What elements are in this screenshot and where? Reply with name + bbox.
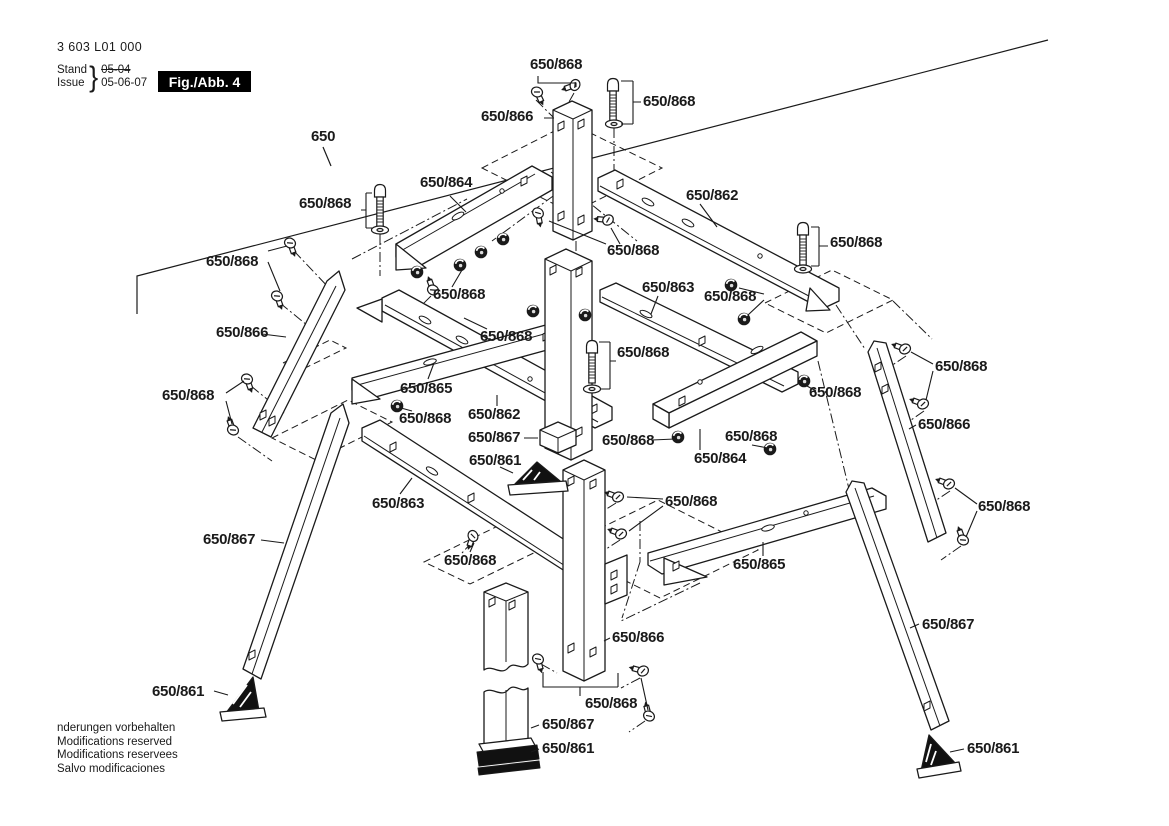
foot-right-650-861 [917,735,961,778]
part-label: 650/867 [542,716,595,733]
foot-front-650-861 [477,738,540,775]
part-label: 650/867 [468,429,521,446]
part-label: 650/868 [602,432,655,449]
part-label: 650/868 [585,695,638,712]
part-label: 650/866 [216,324,269,341]
footer-line: nderungen vorbehalten [57,722,176,734]
part-label: 650/861 [469,452,522,469]
part-label: 650/868 [809,384,862,401]
part-label: 650/867 [203,531,256,548]
issue-label: Issue [57,77,85,89]
part-label: 650/868 [665,493,718,510]
footer-line: Modifications reservees [57,749,178,761]
part-number: 3 603 L01 000 [57,40,143,54]
part-label: 650/868 [617,344,670,361]
part-label: 650/862 [468,406,521,423]
part-label: 650/863 [372,495,425,512]
part-label: 650/868 [725,428,778,445]
part-label: 650/868 [480,328,533,345]
part-label: 650/865 [400,380,453,397]
part-label: 650/868 [530,56,583,73]
leg-front-650-867 [484,583,528,746]
figure-number-badge: Fig./Abb. 4 [158,71,251,92]
part-label: 650/865 [733,556,786,573]
part-label: 650/866 [481,108,534,125]
footer-line: Modifications reserved [57,735,173,748]
part-label: 650/868 [935,358,988,375]
part-label: 650/866 [918,416,971,433]
part-label: 650/868 [704,288,757,305]
small-plate [605,555,627,604]
part-label: 650/868 [444,552,497,569]
part-label: 650/864 [420,174,473,191]
revision-brace: } [89,60,99,93]
footer-line: Salvo modificaciones [57,762,166,775]
part-label: 650/863 [642,279,695,296]
part-label: 650/868 [607,242,660,259]
part-label: 650/868 [299,195,352,212]
post-top-650-866 [553,101,592,240]
foot-left-650-861 [220,677,266,721]
part-label: 650/861 [967,740,1020,757]
stand-date-old: 05-04 [101,64,131,76]
issue-date: 05-06-07 [101,77,148,89]
part-label: 650/868 [162,387,215,404]
part-label: 650/868 [206,253,259,270]
part-label: 650 [311,128,336,145]
part-label: 650/861 [542,740,595,757]
stand-label: Stand [57,64,88,76]
part-label: 650/868 [830,234,883,251]
part-label: 650/868 [399,410,452,427]
part-label: 650/864 [694,450,747,467]
part-label: 650/867 [922,616,975,633]
leg-left-lower-650-867 [243,404,349,679]
post-lower-650-866 [563,460,605,681]
footer-notes [57,722,178,776]
part-label: 650/868 [978,498,1031,515]
revision-block [57,60,148,93]
part-label: 650/862 [686,187,739,204]
part-label: 650/868 [643,93,696,110]
part-label: 650/861 [152,683,205,700]
part-label: 650/866 [612,629,665,646]
part-label: 650/868 [433,286,486,303]
